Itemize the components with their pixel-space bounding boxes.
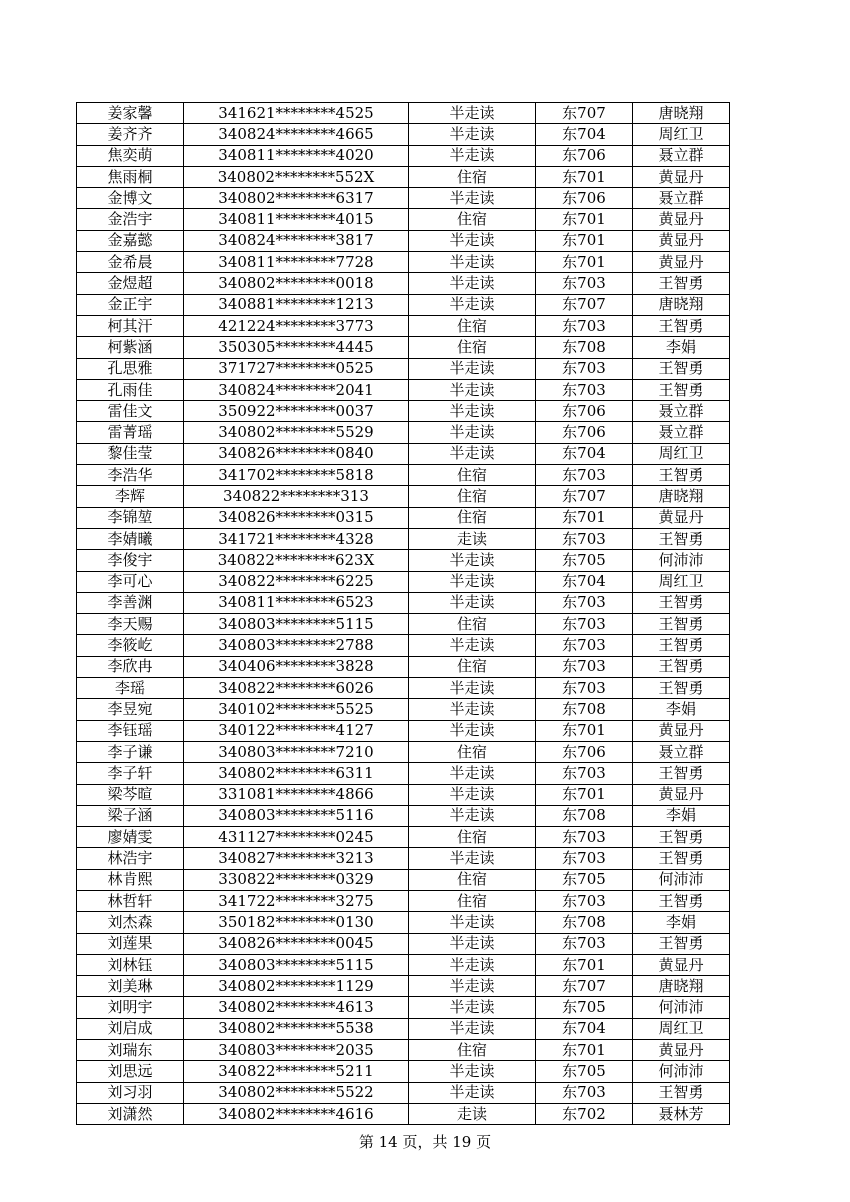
student-name-cell: 李俊宇: [77, 550, 184, 571]
id-number-cell: 340102********5525: [184, 699, 409, 720]
id-number-cell: 340811********4015: [184, 209, 409, 230]
boarding-type-cell: 住宿: [409, 741, 536, 762]
dorm-cell: 东706: [536, 145, 633, 166]
dorm-cell: 东708: [536, 912, 633, 933]
dorm-cell: 东703: [536, 827, 633, 848]
dorm-manager-cell: 周红卫: [633, 571, 730, 592]
id-number-cell: 340827********3213: [184, 848, 409, 869]
student-name-cell: 孔思雅: [77, 358, 184, 379]
boarding-type-cell: 住宿: [409, 486, 536, 507]
dorm-manager-cell: 周红卫: [633, 1018, 730, 1039]
table-row: [77, 209, 730, 230]
dorm-manager-cell: 李娟: [633, 912, 730, 933]
boarding-type-cell: 住宿: [409, 614, 536, 635]
dorm-cell: 东703: [536, 848, 633, 869]
boarding-type-cell: 住宿: [409, 507, 536, 528]
dorm-cell: 东703: [536, 614, 633, 635]
dorm-cell: 东705: [536, 550, 633, 571]
table-row: [77, 1103, 730, 1124]
table-row: [77, 656, 730, 677]
table-row: [77, 805, 730, 826]
dorm-manager-cell: 黄显丹: [633, 720, 730, 741]
table-row: [77, 614, 730, 635]
id-number-cell: 340803********2035: [184, 1040, 409, 1061]
boarding-type-cell: 半走读: [409, 124, 536, 145]
dorm-manager-cell: 何沛沛: [633, 1061, 730, 1082]
student-name-cell: 李子谦: [77, 741, 184, 762]
boarding-type-cell: 半走读: [409, 252, 536, 273]
dorm-cell: 东705: [536, 997, 633, 1018]
id-number-cell: 340811********6523: [184, 592, 409, 613]
table-row: [77, 933, 730, 954]
student-name-cell: 刘美琳: [77, 976, 184, 997]
dorm-cell: 东703: [536, 635, 633, 656]
id-number-cell: 340802********6311: [184, 763, 409, 784]
table-row: [77, 954, 730, 975]
dorm-manager-cell: 王智勇: [633, 592, 730, 613]
id-number-cell: 340826********0840: [184, 443, 409, 464]
student-name-cell: 李欣冉: [77, 656, 184, 677]
student-name-cell: 雷佳文: [77, 401, 184, 422]
student-name-cell: 雷菁瑶: [77, 422, 184, 443]
table-row: [77, 1082, 730, 1103]
boarding-type-cell: 半走读: [409, 678, 536, 699]
table-row: [77, 699, 730, 720]
id-number-cell: 340826********0045: [184, 933, 409, 954]
boarding-type-cell: 半走读: [409, 954, 536, 975]
boarding-type-cell: 半走读: [409, 763, 536, 784]
boarding-type-cell: 半走读: [409, 401, 536, 422]
student-name-cell: 李钰瑶: [77, 720, 184, 741]
boarding-type-cell: 半走读: [409, 848, 536, 869]
roster-body: [77, 103, 730, 1125]
dorm-manager-cell: 王智勇: [633, 528, 730, 549]
table-row: [77, 550, 730, 571]
dorm-cell: 东701: [536, 954, 633, 975]
student-name-cell: 金正宇: [77, 294, 184, 315]
boarding-type-cell: 走读: [409, 528, 536, 549]
id-number-cell: 341621********4525: [184, 103, 409, 124]
dorm-manager-cell: 王智勇: [633, 933, 730, 954]
id-number-cell: 340122********4127: [184, 720, 409, 741]
dorm-manager-cell: 王智勇: [633, 614, 730, 635]
student-name-cell: 刘思远: [77, 1061, 184, 1082]
boarding-type-cell: 住宿: [409, 337, 536, 358]
table-row: [77, 848, 730, 869]
id-number-cell: 371727********0525: [184, 358, 409, 379]
dorm-manager-cell: 何沛沛: [633, 550, 730, 571]
dorm-manager-cell: 聂立群: [633, 422, 730, 443]
dorm-cell: 东708: [536, 337, 633, 358]
dorm-manager-cell: 黄显丹: [633, 166, 730, 187]
table-row: [77, 358, 730, 379]
dorm-cell: 东701: [536, 720, 633, 741]
dorm-manager-cell: 李娟: [633, 699, 730, 720]
dorm-manager-cell: 周红卫: [633, 443, 730, 464]
dorm-manager-cell: 王智勇: [633, 273, 730, 294]
student-name-cell: 李可心: [77, 571, 184, 592]
student-name-cell: 姜家馨: [77, 103, 184, 124]
id-number-cell: 350182********0130: [184, 912, 409, 933]
table-row: [77, 678, 730, 699]
boarding-type-cell: 半走读: [409, 571, 536, 592]
dorm-cell: 东703: [536, 358, 633, 379]
table-row: [77, 763, 730, 784]
table-row: [77, 315, 730, 336]
dorm-cell: 东707: [536, 976, 633, 997]
id-number-cell: 340406********3828: [184, 656, 409, 677]
student-name-cell: 刘习羽: [77, 1082, 184, 1103]
id-number-cell: 340824********4665: [184, 124, 409, 145]
dorm-cell: 东701: [536, 252, 633, 273]
student-name-cell: 李辉: [77, 486, 184, 507]
dorm-manager-cell: 王智勇: [633, 890, 730, 911]
boarding-type-cell: 半走读: [409, 379, 536, 400]
table-row: [77, 869, 730, 890]
dorm-cell: 东701: [536, 507, 633, 528]
table-row: [77, 273, 730, 294]
table-row: [77, 997, 730, 1018]
id-number-cell: 340802********1129: [184, 976, 409, 997]
table-row: [77, 1061, 730, 1082]
table-row: [77, 720, 730, 741]
boarding-type-cell: 半走读: [409, 784, 536, 805]
dorm-manager-cell: 王智勇: [633, 358, 730, 379]
dorm-cell: 东703: [536, 763, 633, 784]
student-name-cell: 刘林钰: [77, 954, 184, 975]
dorm-manager-cell: 聂立群: [633, 145, 730, 166]
id-number-cell: 340803********7210: [184, 741, 409, 762]
student-name-cell: 柯其汗: [77, 315, 184, 336]
boarding-type-cell: 半走读: [409, 103, 536, 124]
student-name-cell: 柯紫涵: [77, 337, 184, 358]
id-number-cell: 431127********0245: [184, 827, 409, 848]
student-name-cell: 李天赐: [77, 614, 184, 635]
table-row: [77, 465, 730, 486]
dorm-manager-cell: 黄显丹: [633, 209, 730, 230]
dorm-cell: 东703: [536, 465, 633, 486]
dorm-cell: 东701: [536, 166, 633, 187]
dorm-cell: 东703: [536, 273, 633, 294]
id-number-cell: 340822********6026: [184, 678, 409, 699]
dorm-cell: 东704: [536, 443, 633, 464]
dorm-manager-cell: 王智勇: [633, 465, 730, 486]
id-number-cell: 340803********5116: [184, 805, 409, 826]
id-number-cell: 340826********0315: [184, 507, 409, 528]
dorm-manager-cell: 黄显丹: [633, 784, 730, 805]
student-name-cell: 黎佳莹: [77, 443, 184, 464]
student-name-cell: 刘杰森: [77, 912, 184, 933]
table-row: [77, 976, 730, 997]
boarding-type-cell: 住宿: [409, 869, 536, 890]
boarding-type-cell: 住宿: [409, 890, 536, 911]
student-name-cell: 李筱屹: [77, 635, 184, 656]
dorm-manager-cell: 聂立群: [633, 741, 730, 762]
dorm-manager-cell: 周红卫: [633, 124, 730, 145]
dorm-manager-cell: 王智勇: [633, 315, 730, 336]
student-name-cell: 李锦堃: [77, 507, 184, 528]
table-row: [77, 230, 730, 251]
student-name-cell: 李子轩: [77, 763, 184, 784]
id-number-cell: 340802********4613: [184, 997, 409, 1018]
dorm-cell: 东703: [536, 678, 633, 699]
boarding-type-cell: 半走读: [409, 443, 536, 464]
table-row: [77, 294, 730, 315]
dorm-cell: 东703: [536, 315, 633, 336]
student-name-cell: 李善渊: [77, 592, 184, 613]
id-number-cell: 340822********6225: [184, 571, 409, 592]
dorm-cell: 东703: [536, 379, 633, 400]
id-number-cell: 340802********5522: [184, 1082, 409, 1103]
boarding-type-cell: 住宿: [409, 656, 536, 677]
student-name-cell: 金煜超: [77, 273, 184, 294]
dorm-manager-cell: 聂立群: [633, 188, 730, 209]
dorm-cell: 东708: [536, 699, 633, 720]
dorm-cell: 东706: [536, 741, 633, 762]
table-row: [77, 507, 730, 528]
boarding-type-cell: 半走读: [409, 933, 536, 954]
boarding-type-cell: 半走读: [409, 273, 536, 294]
dorm-manager-cell: 王智勇: [633, 656, 730, 677]
boarding-type-cell: 住宿: [409, 1040, 536, 1061]
student-name-cell: 林浩宇: [77, 848, 184, 869]
student-name-cell: 刘瑞东: [77, 1040, 184, 1061]
boarding-type-cell: 走读: [409, 1103, 536, 1124]
table-row: [77, 635, 730, 656]
dorm-cell: 东701: [536, 784, 633, 805]
boarding-type-cell: 住宿: [409, 166, 536, 187]
student-roster-table: [76, 102, 730, 1125]
boarding-type-cell: 住宿: [409, 209, 536, 230]
id-number-cell: 340802********5538: [184, 1018, 409, 1039]
table-row: [77, 890, 730, 911]
id-number-cell: 340822********623X: [184, 550, 409, 571]
table-row: [77, 592, 730, 613]
boarding-type-cell: 半走读: [409, 592, 536, 613]
id-number-cell: 340824********3817: [184, 230, 409, 251]
dorm-cell: 东703: [536, 592, 633, 613]
student-name-cell: 李昱宛: [77, 699, 184, 720]
dorm-cell: 东703: [536, 933, 633, 954]
dorm-manager-cell: 李娟: [633, 805, 730, 826]
dorm-manager-cell: 王智勇: [633, 848, 730, 869]
student-name-cell: 廖婧雯: [77, 827, 184, 848]
dorm-cell: 东705: [536, 1061, 633, 1082]
dorm-manager-cell: 黄显丹: [633, 954, 730, 975]
id-number-cell: 341722********3275: [184, 890, 409, 911]
dorm-manager-cell: 王智勇: [633, 1082, 730, 1103]
table-row: [77, 401, 730, 422]
table-row: [77, 571, 730, 592]
table-row: [77, 145, 730, 166]
boarding-type-cell: 半走读: [409, 805, 536, 826]
dorm-cell: 东707: [536, 294, 633, 315]
dorm-manager-cell: 黄显丹: [633, 507, 730, 528]
dorm-cell: 东703: [536, 890, 633, 911]
table-row: [77, 337, 730, 358]
boarding-type-cell: 半走读: [409, 358, 536, 379]
id-number-cell: 350305********4445: [184, 337, 409, 358]
student-name-cell: 林哲轩: [77, 890, 184, 911]
student-name-cell: 刘莲果: [77, 933, 184, 954]
student-name-cell: 金嘉懿: [77, 230, 184, 251]
id-number-cell: 340824********2041: [184, 379, 409, 400]
student-name-cell: 梁芩暄: [77, 784, 184, 805]
id-number-cell: 340881********1213: [184, 294, 409, 315]
dorm-manager-cell: 王智勇: [633, 379, 730, 400]
table-row: [77, 188, 730, 209]
student-name-cell: 金博文: [77, 188, 184, 209]
boarding-type-cell: 半走读: [409, 720, 536, 741]
id-number-cell: 340822********5211: [184, 1061, 409, 1082]
id-number-cell: 340811********4020: [184, 145, 409, 166]
table-row: [77, 827, 730, 848]
dorm-cell: 东704: [536, 571, 633, 592]
student-name-cell: 金希晨: [77, 252, 184, 273]
id-number-cell: 340802********6317: [184, 188, 409, 209]
dorm-cell: 东704: [536, 124, 633, 145]
id-number-cell: 331081********4866: [184, 784, 409, 805]
table-row: [77, 166, 730, 187]
dorm-cell: 东705: [536, 869, 633, 890]
dorm-cell: 东707: [536, 486, 633, 507]
boarding-type-cell: 半走读: [409, 1018, 536, 1039]
id-number-cell: 340802********4616: [184, 1103, 409, 1124]
id-number-cell: 341721********4328: [184, 528, 409, 549]
dorm-manager-cell: 王智勇: [633, 635, 730, 656]
dorm-manager-cell: 何沛沛: [633, 869, 730, 890]
dorm-manager-cell: 王智勇: [633, 678, 730, 699]
dorm-cell: 东706: [536, 422, 633, 443]
dorm-cell: 东703: [536, 528, 633, 549]
table-row: [77, 784, 730, 805]
table-row: [77, 422, 730, 443]
table-row: [77, 486, 730, 507]
id-number-cell: 350922********0037: [184, 401, 409, 422]
dorm-cell: 东706: [536, 188, 633, 209]
table-row: [77, 124, 730, 145]
id-number-cell: 340802********0018: [184, 273, 409, 294]
student-name-cell: 李瑶: [77, 678, 184, 699]
dorm-manager-cell: 何沛沛: [633, 997, 730, 1018]
table-row: [77, 1040, 730, 1061]
student-name-cell: 刘明宇: [77, 997, 184, 1018]
id-number-cell: 330822********0329: [184, 869, 409, 890]
id-number-cell: 340803********5115: [184, 614, 409, 635]
dorm-manager-cell: 王智勇: [633, 763, 730, 784]
dorm-manager-cell: 唐晓翔: [633, 486, 730, 507]
boarding-type-cell: 半走读: [409, 188, 536, 209]
dorm-manager-cell: 李娟: [633, 337, 730, 358]
dorm-cell: 东701: [536, 209, 633, 230]
boarding-type-cell: 半走读: [409, 1061, 536, 1082]
boarding-type-cell: 半走读: [409, 635, 536, 656]
student-name-cell: 李婧曦: [77, 528, 184, 549]
dorm-cell: 东702: [536, 1103, 633, 1124]
boarding-type-cell: 半走读: [409, 230, 536, 251]
student-name-cell: 焦雨桐: [77, 166, 184, 187]
dorm-manager-cell: 聂林芳: [633, 1103, 730, 1124]
id-number-cell: 340802********5529: [184, 422, 409, 443]
student-name-cell: 金浩宇: [77, 209, 184, 230]
table-row: [77, 528, 730, 549]
boarding-type-cell: 住宿: [409, 465, 536, 486]
dorm-manager-cell: 黄显丹: [633, 1040, 730, 1061]
table-row: [77, 443, 730, 464]
boarding-type-cell: 半走读: [409, 997, 536, 1018]
table-row: [77, 379, 730, 400]
id-number-cell: 340802********552X: [184, 166, 409, 187]
id-number-cell: 340803********5115: [184, 954, 409, 975]
student-name-cell: 李浩华: [77, 465, 184, 486]
table-row: [77, 252, 730, 273]
boarding-type-cell: 半走读: [409, 699, 536, 720]
table-row: [77, 1018, 730, 1039]
table-row: [77, 103, 730, 124]
student-name-cell: 孔雨佳: [77, 379, 184, 400]
boarding-type-cell: 住宿: [409, 315, 536, 336]
dorm-cell: 东707: [536, 103, 633, 124]
dorm-manager-cell: 黄显丹: [633, 230, 730, 251]
dorm-cell: 东701: [536, 230, 633, 251]
student-name-cell: 焦奕萌: [77, 145, 184, 166]
dorm-manager-cell: 王智勇: [633, 827, 730, 848]
dorm-cell: 东708: [536, 805, 633, 826]
student-name-cell: 林肯熙: [77, 869, 184, 890]
id-number-cell: 341702********5818: [184, 465, 409, 486]
student-name-cell: 姜齐齐: [77, 124, 184, 145]
dorm-manager-cell: 黄显丹: [633, 252, 730, 273]
dorm-cell: 东706: [536, 401, 633, 422]
dorm-cell: 东701: [536, 1040, 633, 1061]
table-row: [77, 912, 730, 933]
page-footer: 第 14 页，共 19 页: [358, 1133, 492, 1151]
boarding-type-cell: 半走读: [409, 145, 536, 166]
dorm-cell: 东703: [536, 1082, 633, 1103]
dorm-manager-cell: 唐晓翔: [633, 103, 730, 124]
boarding-type-cell: 半走读: [409, 294, 536, 315]
dorm-cell: 东703: [536, 656, 633, 677]
student-name-cell: 刘潇然: [77, 1103, 184, 1124]
boarding-type-cell: 半走读: [409, 912, 536, 933]
boarding-type-cell: 住宿: [409, 827, 536, 848]
boarding-type-cell: 半走读: [409, 1082, 536, 1103]
dorm-manager-cell: 唐晓翔: [633, 294, 730, 315]
id-number-cell: 340803********2788: [184, 635, 409, 656]
boarding-type-cell: 半走读: [409, 550, 536, 571]
dorm-cell: 东704: [536, 1018, 633, 1039]
boarding-type-cell: 半走读: [409, 422, 536, 443]
boarding-type-cell: 半走读: [409, 976, 536, 997]
id-number-cell: 340811********7728: [184, 252, 409, 273]
student-name-cell: 梁子涵: [77, 805, 184, 826]
dorm-manager-cell: 唐晓翔: [633, 976, 730, 997]
dorm-manager-cell: 聂立群: [633, 401, 730, 422]
id-number-cell: 340822********313: [184, 486, 409, 507]
table-row: [77, 741, 730, 762]
id-number-cell: 421224********3773: [184, 315, 409, 336]
student-name-cell: 刘启成: [77, 1018, 184, 1039]
